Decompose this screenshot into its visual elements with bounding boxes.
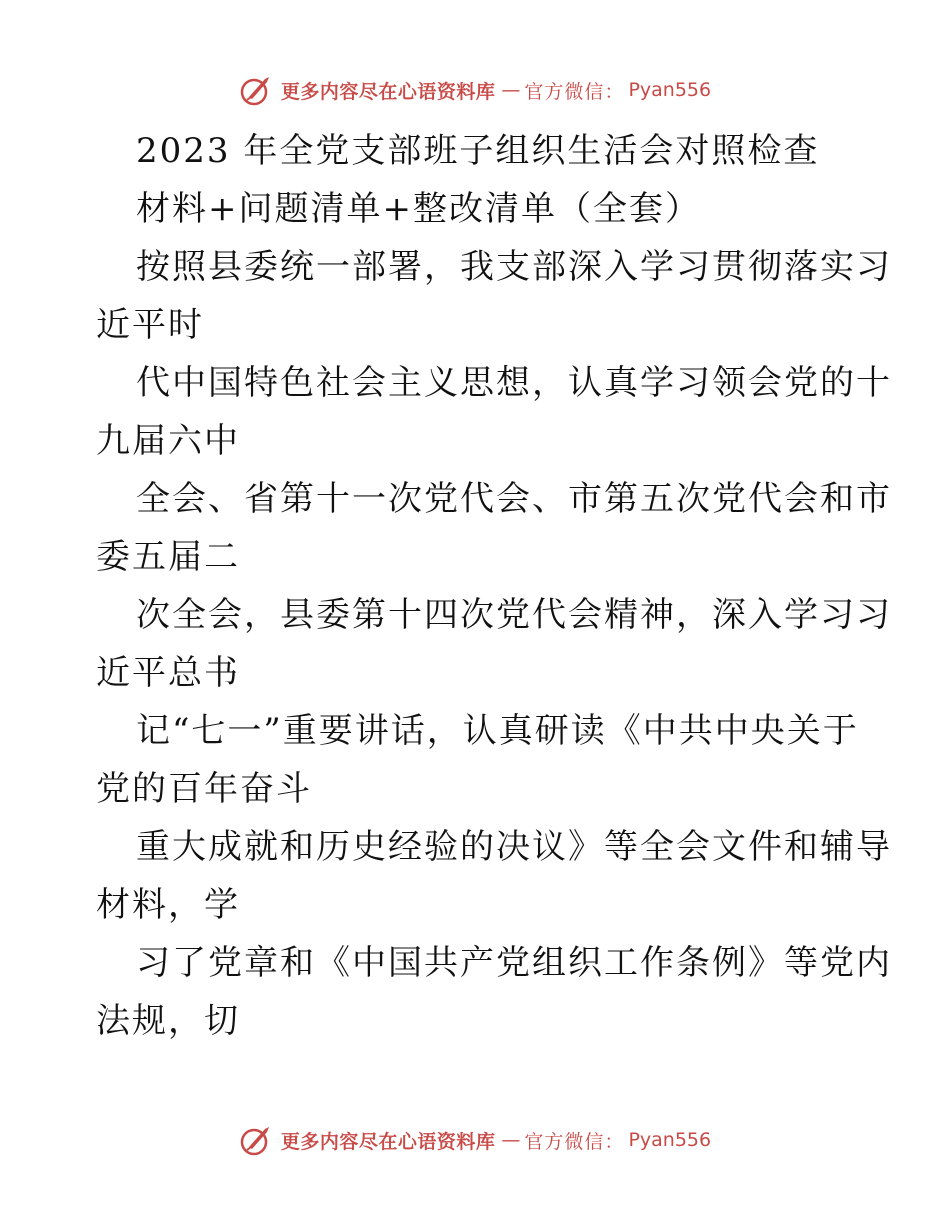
- watermark-text: 更多内容尽在心语资料库: [280, 80, 496, 103]
- watermark-label: 官方微信：: [524, 1130, 625, 1153]
- document-body: [96, 122, 892, 1050]
- body-line: 近平总书: [96, 653, 240, 693]
- watermark-text: 更多内容尽在心语资料库: [280, 1130, 496, 1153]
- watermark-id: Pyan556: [628, 79, 712, 101]
- body-line: 法规，切: [96, 1001, 240, 1041]
- body-line: 近平时: [96, 305, 204, 345]
- title-line-2: 材料+问题清单+整改清单（全套）: [136, 189, 701, 229]
- watermark-dash: —: [501, 1129, 519, 1151]
- body-line: 代中国特色社会主义思想，认真学习领会党的十: [136, 363, 892, 403]
- body-line: 党的百年奋斗: [96, 769, 312, 809]
- body-line: 重大成就和历史经验的决议》等全会文件和辅导: [136, 827, 892, 867]
- watermark-footer: [0, 1120, 950, 1160]
- body-line: 委五届二: [96, 537, 240, 577]
- body-line: 按照县委统一部署，我支部深入学习贯彻落实习: [136, 247, 892, 287]
- watermark-label: 官方微信：: [524, 80, 625, 103]
- body-line: 习了党章和《中国共产党组织工作条例》等党内: [136, 943, 892, 983]
- body-line: 九届六中: [96, 421, 240, 461]
- body-line: 全会、省第十一次党代会、市第五次党代会和市: [136, 479, 892, 519]
- body-line: 记“七一”重要讲话，认真研读《中共中央关于: [136, 711, 859, 751]
- watermark-header: [0, 70, 950, 110]
- quill-logo-icon: [239, 1123, 273, 1157]
- watermark-id: Pyan556: [628, 1129, 712, 1151]
- watermark-dash: —: [501, 79, 519, 101]
- quill-logo-icon: [239, 73, 273, 107]
- body-line: 材料，学: [96, 885, 240, 925]
- body-line: 次全会，县委第十四次党代会精神，深入学习习: [136, 595, 892, 635]
- title-line-1: 2023 年全党支部班子组织生活会对照检查: [136, 131, 820, 171]
